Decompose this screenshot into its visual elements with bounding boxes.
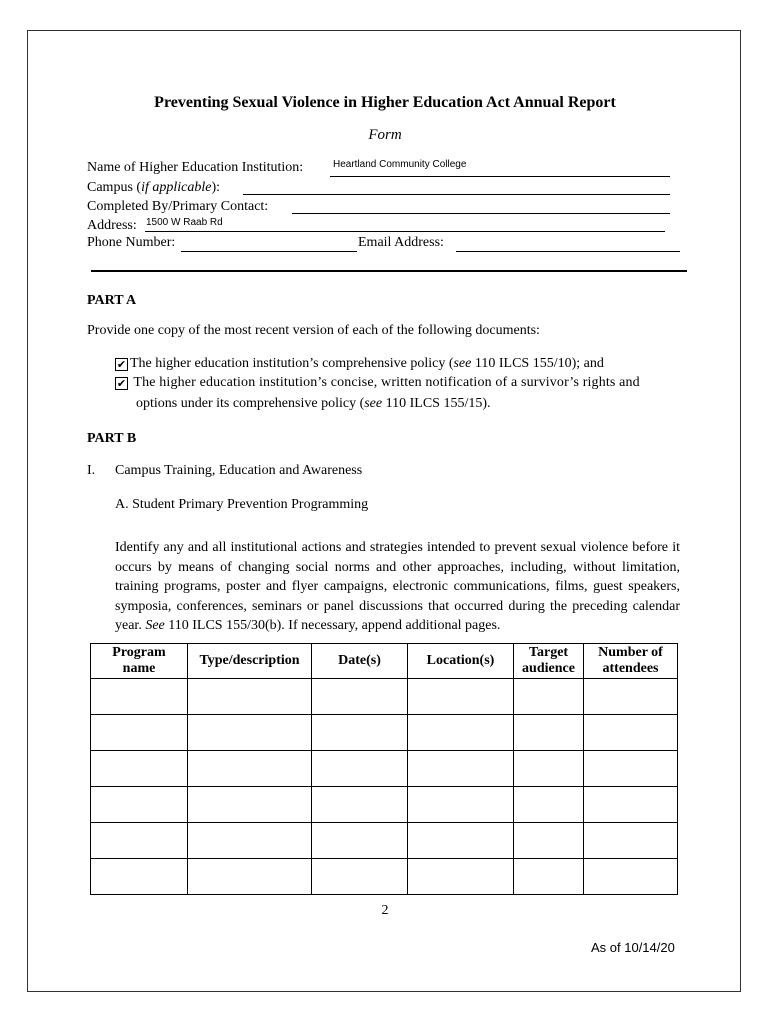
campus-label: Campus (if applicable): xyxy=(87,180,221,195)
table-row xyxy=(91,715,678,751)
address-label: Address: xyxy=(87,218,137,233)
col-header-locations: Location(s) xyxy=(408,644,514,679)
section-title: Campus Training, Education and Awareness xyxy=(115,463,363,478)
table-cell[interactable] xyxy=(312,823,408,859)
table-row xyxy=(91,751,678,787)
table-cell[interactable] xyxy=(91,823,188,859)
table-cell[interactable] xyxy=(188,679,312,715)
page-title: Preventing Sexual Violence in Higher Education Act Annual Report xyxy=(154,94,616,111)
table-cell[interactable] xyxy=(514,859,584,895)
col-header-number-of-attendees: Number of attendees xyxy=(584,644,678,679)
table-cell[interactable] xyxy=(312,679,408,715)
table-cell[interactable] xyxy=(514,715,584,751)
table-cell[interactable] xyxy=(312,859,408,895)
table-cell[interactable] xyxy=(408,859,514,895)
table-cell[interactable] xyxy=(91,751,188,787)
table-row xyxy=(91,787,678,823)
part-a-item-2-continued: options under its comprehensive policy (see 110 ILCS 155/15). xyxy=(136,396,491,411)
table-cell[interactable] xyxy=(408,823,514,859)
contact-field[interactable] xyxy=(292,199,670,214)
table-cell[interactable] xyxy=(584,823,678,859)
table-cell[interactable] xyxy=(188,859,312,895)
checkbox-comprehensive-policy[interactable]: ✔ xyxy=(116,358,127,371)
table-cell[interactable] xyxy=(584,679,678,715)
table-cell[interactable] xyxy=(514,823,584,859)
table-cell[interactable] xyxy=(91,859,188,895)
table-cell[interactable] xyxy=(312,751,408,787)
phone-field[interactable] xyxy=(181,237,357,252)
part-a-intro: Provide one copy of the most recent version of each of the following documents: xyxy=(87,323,540,338)
table-cell[interactable] xyxy=(188,715,312,751)
institution-value: Heartland Community College xyxy=(333,159,467,170)
table-cell[interactable] xyxy=(91,787,188,823)
table-cell[interactable] xyxy=(408,715,514,751)
col-header-dates: Date(s) xyxy=(312,644,408,679)
subsection-title: A. Student Primary Prevention Programming xyxy=(115,497,369,512)
table-cell[interactable] xyxy=(514,679,584,715)
email-label: Email Address: xyxy=(358,235,444,250)
institution-label: Name of Higher Education Institution: xyxy=(87,160,304,175)
table-cell[interactable] xyxy=(91,715,188,751)
table-header-row xyxy=(91,644,678,679)
table-cell[interactable] xyxy=(584,787,678,823)
programming-table xyxy=(90,643,678,895)
page-subtitle: Form xyxy=(368,127,402,143)
table-cell[interactable] xyxy=(514,751,584,787)
table-cell[interactable] xyxy=(584,751,678,787)
campus-field[interactable] xyxy=(243,180,670,195)
contact-label: Completed By/Primary Contact: xyxy=(87,199,269,214)
table-row xyxy=(91,859,678,895)
table-cell[interactable] xyxy=(91,679,188,715)
table-cell[interactable] xyxy=(408,751,514,787)
revision-date: As of 10/14/20 xyxy=(591,940,675,955)
table-cell[interactable] xyxy=(514,787,584,823)
address-value: 1500 W Raab Rd xyxy=(146,217,223,228)
checkbox-survivor-rights[interactable]: ✔ xyxy=(116,377,127,390)
table-cell[interactable] xyxy=(312,787,408,823)
table-cell[interactable] xyxy=(188,787,312,823)
table-row xyxy=(91,679,678,715)
part-a-item-2: ✔ The higher education institution’s concise, written notification of a survivor’s rights and xyxy=(116,375,640,390)
table-cell[interactable] xyxy=(408,787,514,823)
part-a-item-1: ✔ The higher education institution’s comprehensive policy (see 110 ILCS 155/10); and xyxy=(116,356,604,371)
table-cell[interactable] xyxy=(188,823,312,859)
instructions-paragraph: Identify any and all institutional actions and strategies intended to prevent sexual violence before it occurs by means of changing social norms and other approaches, including, without limitation, training programs, poster and flyer campaigns, electronic communications, films, guest speakers, symposia, conferences, seminars or panel discussions that occurred during the preceding calendar year. See 110 ILCS 155/30(b). If necessary, append additional pages. xyxy=(115,540,680,633)
phone-label: Phone Number: xyxy=(87,235,176,250)
col-header-type-description: Type/description xyxy=(188,644,312,679)
page-number: 2 xyxy=(381,903,389,918)
table-cell[interactable] xyxy=(584,859,678,895)
col-header-target-audience: Target audience xyxy=(514,644,584,679)
section-number: I. xyxy=(87,463,96,478)
table-cell[interactable] xyxy=(188,751,312,787)
section-divider xyxy=(91,270,687,272)
table-row xyxy=(91,823,678,859)
address-field[interactable] xyxy=(145,217,665,232)
part-a-heading: PART A xyxy=(87,293,137,308)
col-header-program-name: Program name xyxy=(91,644,188,679)
part-b-heading: PART B xyxy=(87,431,137,446)
institution-field[interactable] xyxy=(330,159,670,177)
table-cell[interactable] xyxy=(312,715,408,751)
email-field[interactable] xyxy=(456,237,680,252)
table-cell[interactable] xyxy=(408,679,514,715)
table-cell[interactable] xyxy=(584,715,678,751)
